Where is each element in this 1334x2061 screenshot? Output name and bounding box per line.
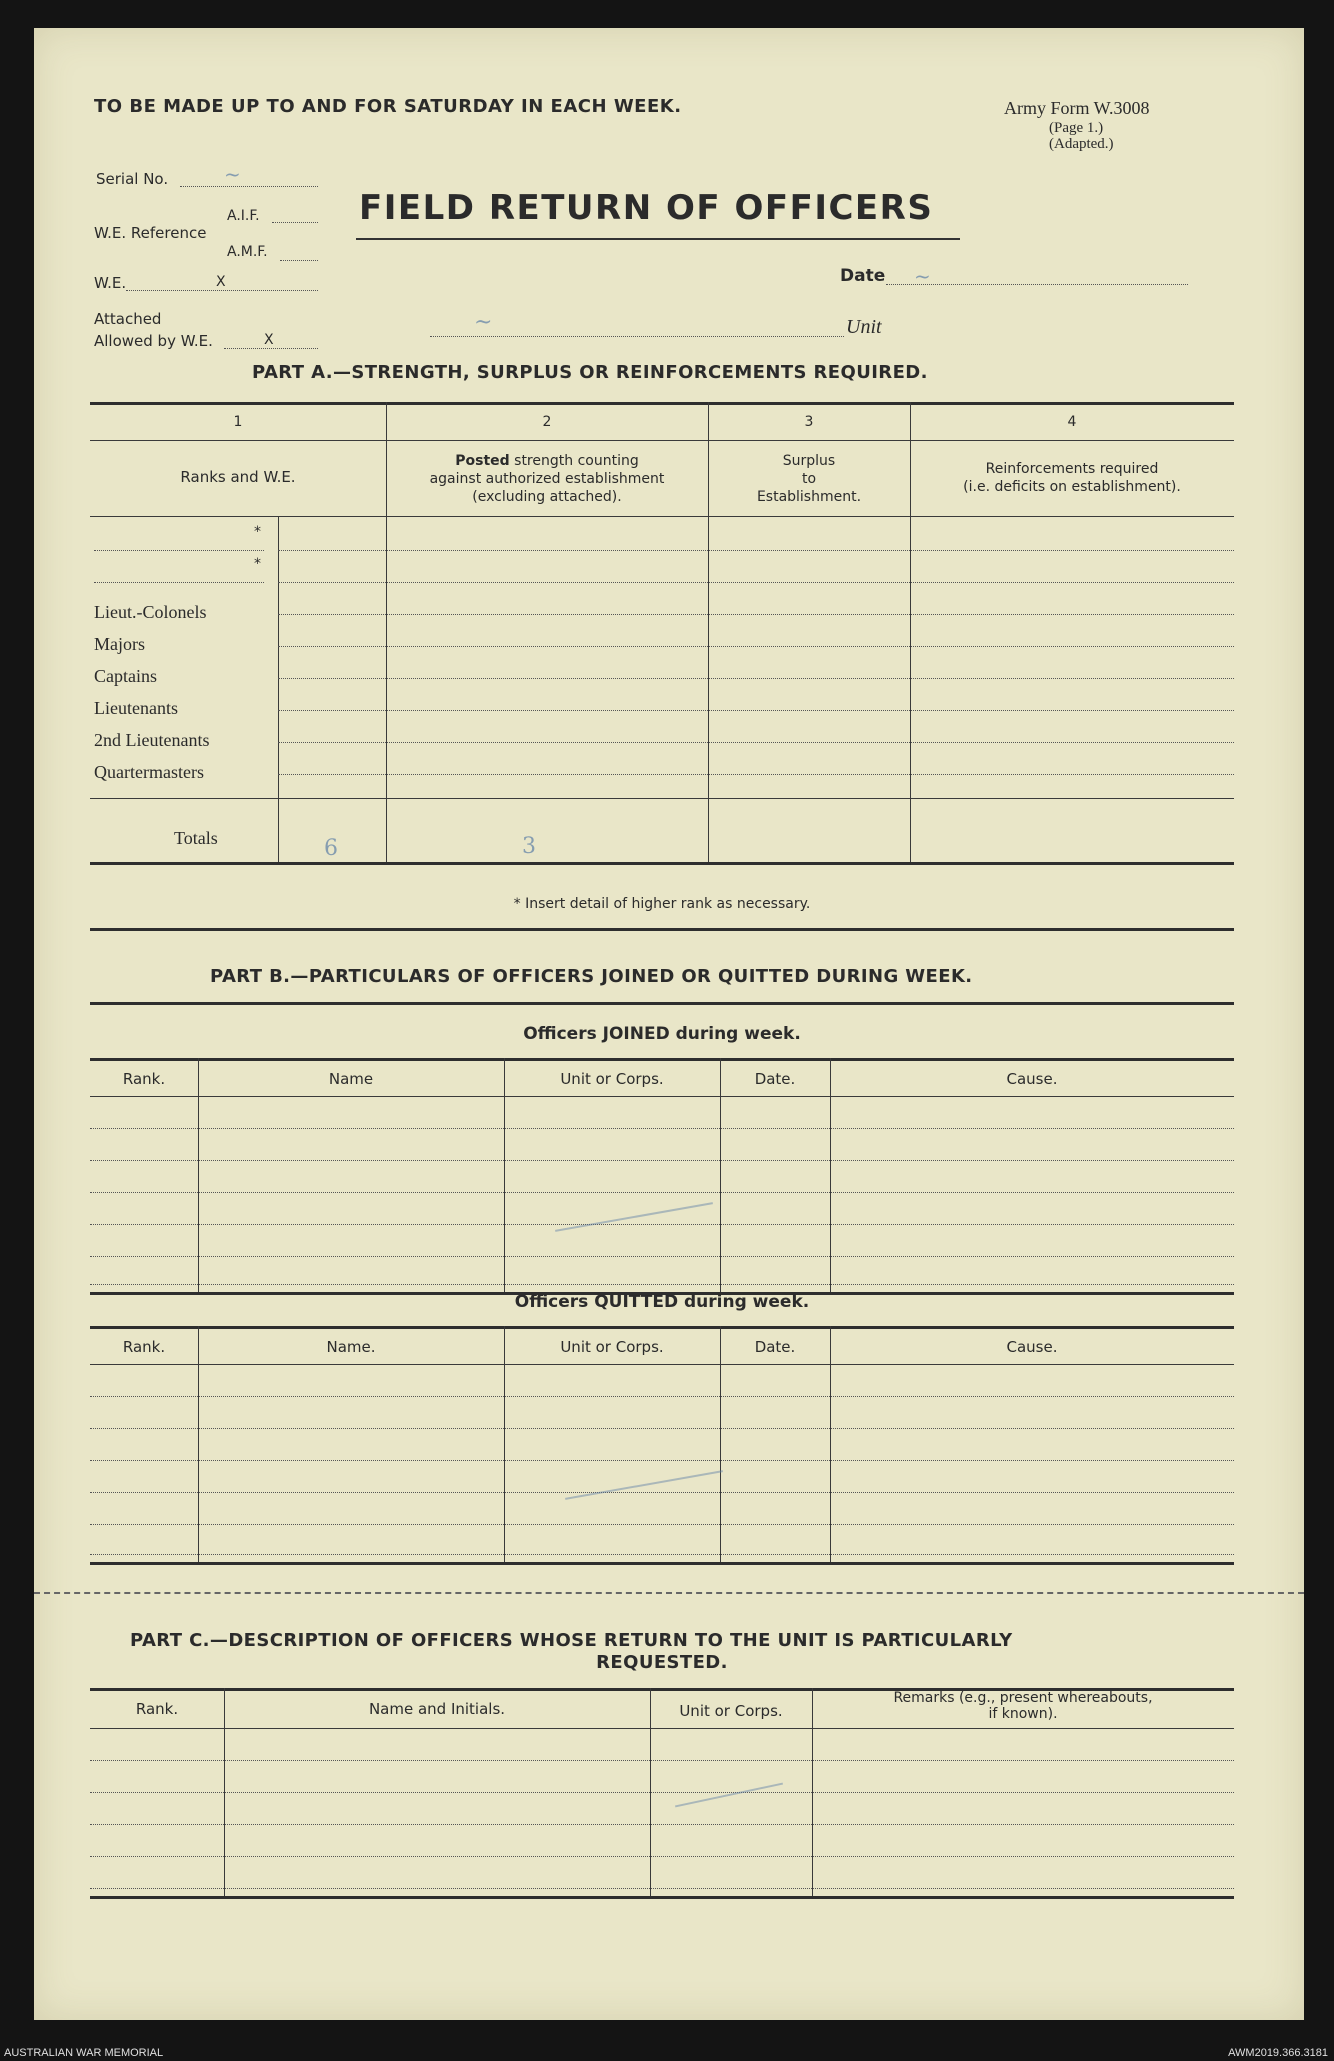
col3-header-line1: Surplus (782, 453, 836, 469)
part-a-row-rule-1 (278, 550, 1234, 551)
footer-right: AWM2019.366.3181 (1228, 2047, 1328, 2059)
joined-header-name: Name (328, 1070, 374, 1088)
part-b-title: PART B.—PARTICULARS OF OFFICERS JOINED OR QUITTED DURING WEEK. (210, 966, 973, 987)
amf-field (280, 260, 318, 261)
quitted-header-rule (90, 1364, 1234, 1365)
we-x-mark: X (216, 274, 226, 290)
quitted-row-rule-1 (90, 1396, 1234, 1397)
footer-left: AUSTRALIAN WAR MEMORIAL (4, 2047, 164, 2059)
joined-header-unit: Unit or Corps. (560, 1070, 664, 1088)
serial-label: Serial No. (96, 170, 169, 188)
star-row-1-field (94, 550, 264, 551)
date-label: Date (840, 266, 886, 286)
part-a-vline-3 (910, 402, 911, 862)
col4-header (910, 460, 1234, 496)
col-number-3: 3 (804, 414, 814, 430)
handwriting-date: ~ (914, 264, 931, 288)
rank-majors: Majors (94, 634, 145, 654)
we-reference-label: W.E. Reference (94, 224, 207, 242)
attached-x-mark: X (264, 332, 274, 348)
col4-header-line1: Reinforcements required (985, 461, 1159, 477)
pen-stroke-quitted (565, 1470, 723, 1500)
part-a-footnote-rule (90, 928, 1234, 931)
joined-row-rule-6 (90, 1284, 1234, 1285)
totals-label: Totals (174, 828, 218, 848)
rank-lieutenants: Lieutenants (94, 698, 178, 718)
part-a-row-rule-8 (278, 774, 1234, 775)
quitted-header-name: Name. (326, 1338, 376, 1356)
instruction-line: TO BE MADE UP TO AND FOR SATURDAY IN EACH WEEK. (94, 96, 682, 117)
col2-header-rest: strength counting (509, 453, 639, 469)
joined-row-rule-4 (90, 1224, 1234, 1225)
date-field (886, 284, 1188, 285)
handwriting-total-1: 6 (324, 836, 338, 861)
part-c-header-unit: Unit or Corps. (679, 1702, 783, 1720)
col2-header (386, 452, 708, 506)
unit-field (430, 336, 844, 337)
col1-header: Ranks and W.E. (180, 468, 296, 486)
we-label: W.E. (94, 274, 127, 292)
part-a-row-rule-5 (278, 678, 1234, 679)
part-c-row-rule-1 (90, 1760, 1234, 1761)
part-c-row-rule-3 (90, 1824, 1234, 1825)
part-a-vline-2 (708, 402, 709, 862)
rank-captains: Captains (94, 666, 157, 686)
part-b-top-rule (90, 1002, 1234, 1005)
col3-header-line2: to (801, 471, 817, 487)
part-a-row-rule-6 (278, 710, 1234, 711)
rank-2nd-lieutenants: 2nd Lieutenants (94, 730, 210, 750)
star-row-2-field (94, 582, 264, 583)
quitted-row-rule-6 (90, 1554, 1234, 1555)
serial-field (180, 186, 318, 187)
col-number-1: 1 (233, 414, 243, 430)
aif-label: A.I.F. (227, 208, 260, 224)
part-c-header-remarks (812, 1690, 1234, 1722)
joined-row-rule-3 (90, 1192, 1234, 1193)
rank-lieut-colonels: Lieut.-Colonels (94, 602, 207, 622)
header-rule (90, 516, 1234, 517)
col4-header-line2: (i.e. deficits on establishment). (963, 479, 1181, 495)
col3-header (708, 452, 910, 506)
part-a-we-vline (278, 516, 279, 862)
part-a-bottom-rule (90, 862, 1234, 865)
joined-row-rule-2 (90, 1160, 1234, 1161)
part-a-top-rule (90, 402, 1234, 405)
part-a-title: PART A.—STRENGTH, SURPLUS OR REINFORCEMENTS REQUIRED. (252, 362, 928, 383)
col2-header-posted: Posted (455, 453, 510, 469)
quitted-vline-1 (198, 1326, 199, 1562)
form-sheet (34, 28, 1304, 2020)
quitted-vline-2 (504, 1326, 505, 1562)
part-c-row-rule-5 (90, 1888, 1234, 1889)
quitted-vline-3 (720, 1326, 721, 1562)
pen-stroke-joined (555, 1202, 713, 1232)
part-a-row-rule-2 (278, 582, 1234, 583)
joined-header-date: Date. (754, 1070, 796, 1088)
quitted-bottom-rule (90, 1562, 1234, 1565)
part-a-row-rule-7 (278, 742, 1234, 743)
part-c-row-rule-4 (90, 1856, 1234, 1857)
part-c-header-name: Name and Initials. (368, 1700, 506, 1718)
unit-label: Unit (846, 316, 882, 338)
handwriting-serial: ~ (224, 162, 241, 186)
quitted-header-date: Date. (754, 1338, 796, 1356)
joined-header-cause: Cause. (1006, 1070, 1058, 1088)
part-c-remarks-line1: Remarks (e.g., present whereabouts, (893, 1690, 1153, 1706)
quitted-title: Officers QUITTED during week. (514, 1292, 810, 1312)
quitted-row-rule-2 (90, 1428, 1234, 1429)
part-a-row-rule-3 (278, 614, 1234, 615)
attached-label: Attached (94, 310, 162, 328)
part-a-vline-1 (386, 402, 387, 862)
quitted-header-cause: Cause. (1006, 1338, 1058, 1356)
perforation-line (34, 1592, 1304, 1594)
handwriting-unit: ~ (474, 310, 493, 335)
part-c-header-rule (90, 1728, 1234, 1729)
joined-row-rule-5 (90, 1256, 1234, 1257)
part-a-row-rule-4 (278, 646, 1234, 647)
star-row-1-mark: * (254, 524, 261, 540)
aif-field (272, 222, 318, 223)
joined-row-rule-1 (90, 1128, 1234, 1129)
part-c-row-rule-2 (90, 1792, 1234, 1793)
part-c-title-line1: PART C.—DESCRIPTION OF OFFICERS WHOSE RETURN TO THE UNIT IS PARTICULARLY (130, 1630, 1013, 1651)
part-c-header-rank: Rank. (135, 1700, 179, 1718)
col-number-rule (90, 440, 1234, 441)
amf-label: A.M.F. (227, 244, 268, 260)
rank-quartermasters: Quartermasters (94, 762, 204, 782)
form-title: FIELD RETURN OF OFFICERS (359, 188, 934, 228)
joined-header-rule (90, 1096, 1234, 1097)
quitted-header-unit: Unit or Corps. (560, 1338, 664, 1356)
part-a-footnote: * Insert detail of higher rank as necessary. (513, 896, 811, 912)
quitted-vline-4 (830, 1326, 831, 1562)
joined-header-rank: Rank. (122, 1070, 166, 1088)
joined-top-rule (90, 1058, 1234, 1061)
part-c-bottom-rule (90, 1896, 1234, 1899)
attached-field (224, 348, 318, 349)
adapted-note: (Adapted.) (1049, 136, 1114, 152)
part-c-title-line2: REQUESTED. (596, 1652, 728, 1673)
handwriting-total-2: 3 (522, 834, 536, 859)
form-number: Army Form W.3008 (1004, 98, 1150, 118)
quitted-row-rule-5 (90, 1524, 1234, 1525)
page-number: (Page 1.) (1049, 120, 1104, 136)
we-field (126, 290, 318, 291)
quitted-top-rule (90, 1326, 1234, 1329)
col-number-2: 2 (542, 414, 552, 430)
col2-header-line2: against authorized establishment (429, 471, 665, 487)
pen-stroke-part-c (675, 1783, 783, 1808)
title-underline (356, 238, 960, 240)
star-row-2-mark: * (254, 556, 261, 572)
joined-title: Officers JOINED during week. (523, 1024, 801, 1044)
quitted-header-rank: Rank. (122, 1338, 166, 1356)
totals-top-rule (90, 798, 1234, 799)
allowed-label: Allowed by W.E. (94, 332, 213, 350)
quitted-row-rule-4 (90, 1492, 1234, 1493)
col2-header-line3: (excluding attached). (472, 489, 622, 505)
col3-header-line3: Establishment. (756, 489, 862, 505)
col-number-4: 4 (1067, 414, 1077, 430)
part-c-remarks-line2: if known). (988, 1706, 1058, 1722)
quitted-row-rule-3 (90, 1460, 1234, 1461)
